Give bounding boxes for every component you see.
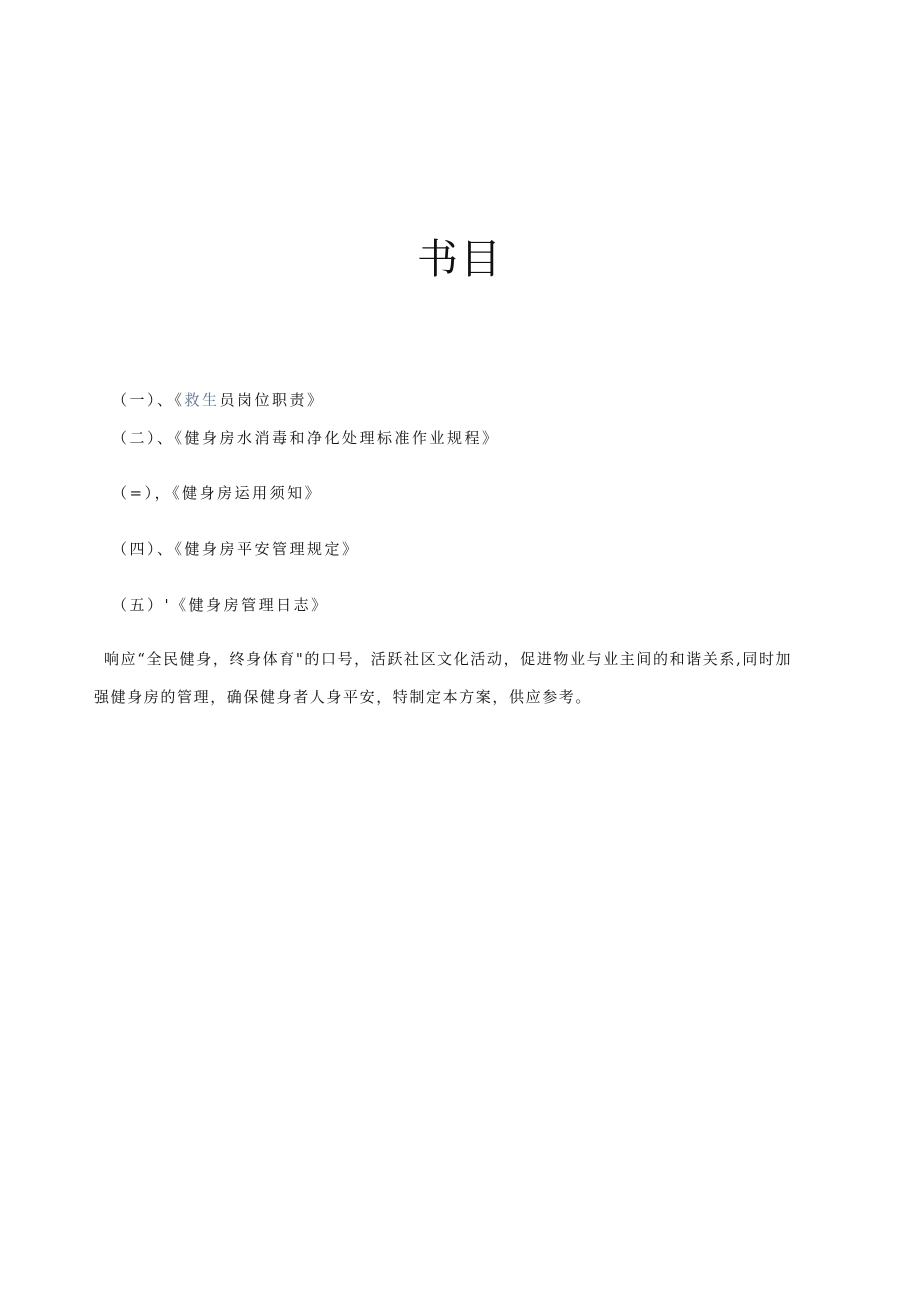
toc-item-rest: 健身房运用须知》: [182, 484, 323, 502]
paragraph-line-2: 强健身房的管理，确保健身者人身平安，特制定本方案，供应参考。: [94, 688, 593, 706]
toc-item-rest: 健身房平安管理规定》: [184, 540, 360, 558]
toc-item-prefix: （五）'《: [112, 596, 189, 614]
toc-item-3: [112, 483, 322, 503]
page-title: 书目: [417, 235, 503, 283]
toc-item-prefix: （二）、《: [112, 429, 185, 447]
toc-item-2: [112, 428, 500, 448]
toc-item-prefix: （一）、《: [112, 391, 185, 409]
toc-item-rest: 员岗位职责》: [219, 391, 325, 409]
paragraph-line-1-text: 响应“全民健身，终身体育"的口号，活跃社区文化活动，促进物业与业主间的和谐关系,同时加: [104, 650, 793, 668]
toc-item-5: [112, 595, 329, 615]
toc-item-rest: 健身房管理日志》: [188, 596, 329, 614]
paragraph-line-1: [94, 640, 834, 678]
toc-item-prefix: （=），《: [112, 484, 183, 502]
toc-item-rest: 健身房水消毒和净化处理标准作业规程》: [184, 429, 500, 447]
toc-item-1: [112, 390, 325, 410]
toc-item-prefix: （四）、《: [112, 540, 185, 558]
toc-item-accent: 救生: [184, 391, 220, 409]
body-paragraph: [94, 640, 834, 716]
toc-item-4: [112, 539, 360, 559]
